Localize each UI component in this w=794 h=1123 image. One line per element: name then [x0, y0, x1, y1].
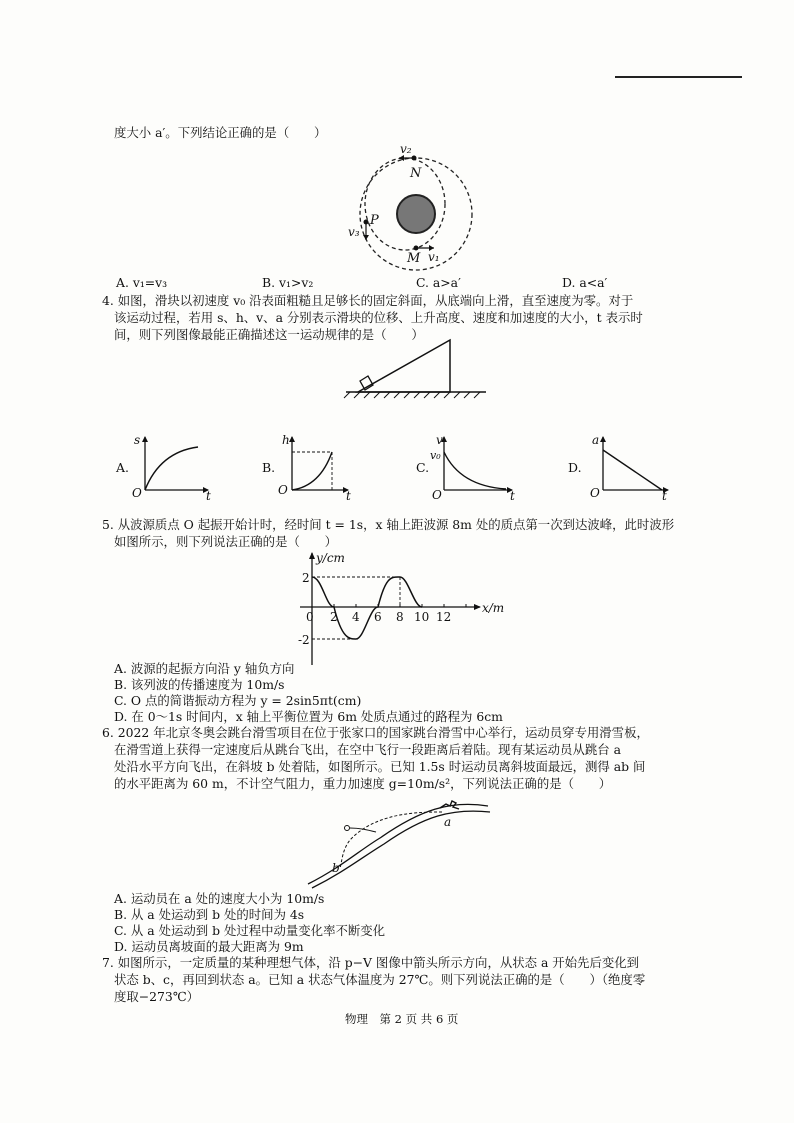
q7-stem-line-2: 状态 b、c，再回到状态 a。已知 a 状态气体温度为 27℃。则下列说法正确的是（ ）（绝度零	[114, 972, 646, 987]
graph-c-xlabel: t	[510, 489, 515, 503]
wave-y-top: 2	[302, 571, 310, 585]
q6-stem-line-4: 的水平距离为 60 m，不计空气阻力，重力加速度 g=10m/s²，下列说法正确的是（ ）	[114, 776, 612, 791]
page-footer: 物理 第 2 页 共 6 页	[345, 1012, 459, 1026]
graph-c-origin: O	[432, 488, 442, 502]
label-v3: v₃	[348, 225, 360, 239]
q3-option-d: D. a<a′	[562, 275, 608, 290]
wave-tick-10: 10	[414, 610, 430, 624]
graph-c-v0: v₀	[430, 449, 441, 462]
graph-b-xlabel: t	[346, 489, 351, 503]
graph-c-ylabel: v	[436, 433, 443, 447]
label-m: M	[407, 251, 421, 266]
q7-stem-line-3: 度取−273℃）	[114, 989, 200, 1004]
q5-stem-line-1: 5. 从波源质点 O 起振开始计时，经时间 t = 1s，x 轴上距波源 8m 处的质点第一次到达波峰，此时波形	[102, 517, 675, 532]
q6-stem-line-3: 处沿水平方向飞出，在斜坡 b 处着陆，如图所示。已知 1.5s 时运动员离斜坡面最远，测得 ab 间	[114, 759, 646, 774]
label-v2: v₂	[400, 142, 412, 156]
q6-option-a: A. 运动员在 a 处的速度大小为 10m/s	[114, 891, 325, 906]
wave-xlabel: x/m	[482, 601, 505, 615]
q3-stem-tail: 度大小 a′。下列结论正确的是（ ）	[114, 125, 327, 140]
q5-option-c: C. O 点的简谐振动方程为 y = 2sin5πt(cm)	[114, 693, 362, 708]
wave-tick-0: 0	[306, 610, 314, 624]
q3-option-a: A. v₁=v₃	[116, 275, 168, 290]
q6-option-d: D. 运动员离坡面的最大距离为 9m	[114, 939, 304, 954]
q6-stem-line-2: 在滑雪道上获得一定速度后从跳台飞出，在空中飞行一段距离后着陆。现有某运动员从跳台 a	[114, 742, 621, 757]
q6-option-b: B. 从 a 处运动到 b 处的时间为 4s	[114, 907, 305, 922]
q4-stem-line-1: 4. 如图，滑块以初速度 v₀ 沿表面粗糙且足够长的固定斜面，从底端向上滑，直至速度为零。对于	[102, 293, 634, 308]
graph-a-xlabel: t	[206, 489, 211, 503]
wave-tick-8: 8	[396, 610, 404, 624]
q3-option-b: B. v₁>v₂	[262, 275, 314, 290]
q7-stem-line-1: 7. 如图所示，一定质量的某种理想气体，沿 p−V 图像中箭头所示方向，从状态 a 开始先后变化到	[102, 955, 640, 970]
graph-a-ylabel: s	[134, 433, 141, 447]
graph-b-origin: O	[278, 483, 288, 497]
q6-option-c: C. 从 a 处运动到 b 处过程中动量变化率不断变化	[114, 923, 386, 938]
wave-y-bot: -2	[298, 633, 310, 647]
q6-stem-line-1: 6. 2022 年北京冬奥会跳台滑雪项目在位于张家口的国家跳台滑雪中心举行，运动员穿专用滑雪板，	[102, 725, 649, 740]
wave-tick-2: 2	[330, 610, 338, 624]
graph-d-xlabel: t	[662, 489, 667, 503]
graph-d-origin: O	[590, 486, 600, 500]
q3-option-c: C. a>a′	[416, 275, 461, 290]
graph-b-option: B.	[262, 460, 276, 475]
q5-stem-line-2: 如图所示，则下列说法正确的是（ ）	[114, 534, 338, 549]
graph-a-origin: O	[132, 486, 142, 500]
q4-stem-line-3: 间，则下列图像最能正确描述这一运动规律的是（ ）	[114, 327, 424, 342]
wave-tick-4: 4	[352, 610, 360, 624]
slope-lower	[312, 811, 490, 888]
q4-stem-line-2: 该运动过程，若用 s、h、v、a 分别表示滑块的位移、上升高度、速度和加速度的大小，t 表示时	[114, 310, 643, 325]
label-n: N	[410, 166, 422, 181]
graph-a-option: A.	[116, 460, 130, 475]
graph-d-ylabel: a	[592, 433, 600, 447]
q5-option-d: D. 在 0～1s 时间内，x 轴上平衡位置为 6m 处质点通过的路程为 6cm	[114, 709, 503, 724]
wave-tick-6: 6	[374, 610, 382, 624]
label-b: b	[332, 861, 340, 875]
label-a: a	[444, 815, 452, 829]
graph-b-ylabel: h	[282, 433, 290, 447]
label-p: P	[370, 213, 379, 228]
q5-option-b: B. 该列波的传播速度为 10m/s	[114, 677, 285, 692]
graph-d-option: D.	[568, 460, 582, 475]
q5-option-a: A. 波源的起振方向沿 y 轴负方向	[114, 661, 295, 676]
wave-ylabel: y/cm	[316, 551, 345, 565]
wave-tick-12: 12	[436, 610, 452, 624]
graph-c-option: C.	[416, 460, 430, 475]
label-v1: v₁	[428, 250, 440, 264]
